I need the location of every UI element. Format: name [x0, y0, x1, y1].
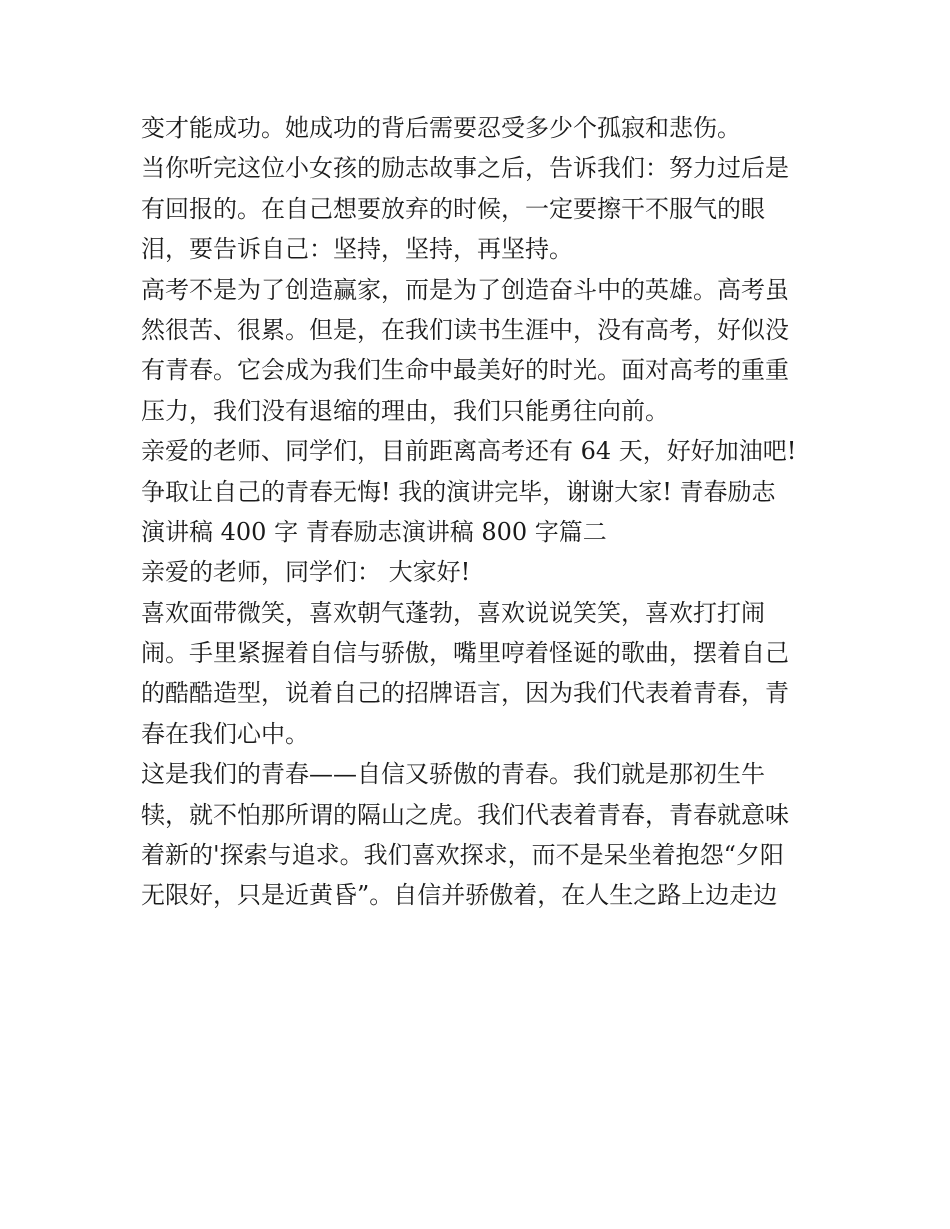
text-line: 演讲稿 400 字 青春励志演讲稿 800 字篇二 [141, 517, 607, 546]
text-line: 变才能成功。她成功的背后需要忍受多少个孤寂和悲伤。 [141, 114, 741, 142]
text-line: 当你听完这位小女孩的励志故事之后，告诉我们：努力过后是 [141, 154, 789, 183]
text-line: 有回报的。在自己想要放弃的时候，一定要擦干不服气的眼 [141, 194, 765, 223]
text-line: 压力，我们没有退缩的理由，我们只能勇往向前。 [141, 396, 669, 425]
text-line: 犊，就不怕那所谓的隔山之虎。我们代表着青春，青春就意味 [141, 800, 789, 829]
text-line: 然很苦、很累。但是，在我们读书生涯中，没有高考，好似没 [141, 315, 789, 344]
text-line: 着新的'探索与追求。我们喜欢探求，而不是呆坐着抱怨“夕阳 [141, 841, 784, 870]
text-line: 泪，要告诉自己：坚持，坚持，再坚持。 [141, 235, 573, 264]
text-line: 亲爱的老师、同学们，目前距离高考还有 64 天，好好加油吧! [141, 437, 797, 466]
text-line: 无限好，只是近黄昏”。自信并骄傲着，在人生之路上边走边 [141, 881, 778, 910]
text-line: 争取让自己的青春无悔! 我的演讲完毕，谢谢大家! 青春励志 [141, 477, 776, 506]
text-line: 这是我们的青春——自信又骄傲的青春。我们就是那初生牛 [141, 760, 765, 789]
text-line: 闹。手里紧握着自信与骄傲，嘴里哼着怪诞的歌曲，摆着自己 [141, 639, 789, 668]
text-line: 喜欢面带微笑，喜欢朝气蓬勃，喜欢说说笑笑，喜欢打打闹 [141, 598, 765, 627]
text-line: 亲爱的老师，同学们： 大家好! [141, 558, 471, 587]
text-line: 春在我们心中。 [141, 719, 309, 748]
text-line: 高考不是为了创造赢家，而是为了创造奋斗中的英雄。高考虽 [141, 275, 789, 304]
body-text [141, 108, 821, 916]
text-line: 有青春。它会成为我们生命中最美好的时光。面对高考的重重 [141, 356, 789, 385]
text-line: 的酷酷造型，说着自己的招牌语言，因为我们代表着青春，青 [141, 679, 789, 708]
